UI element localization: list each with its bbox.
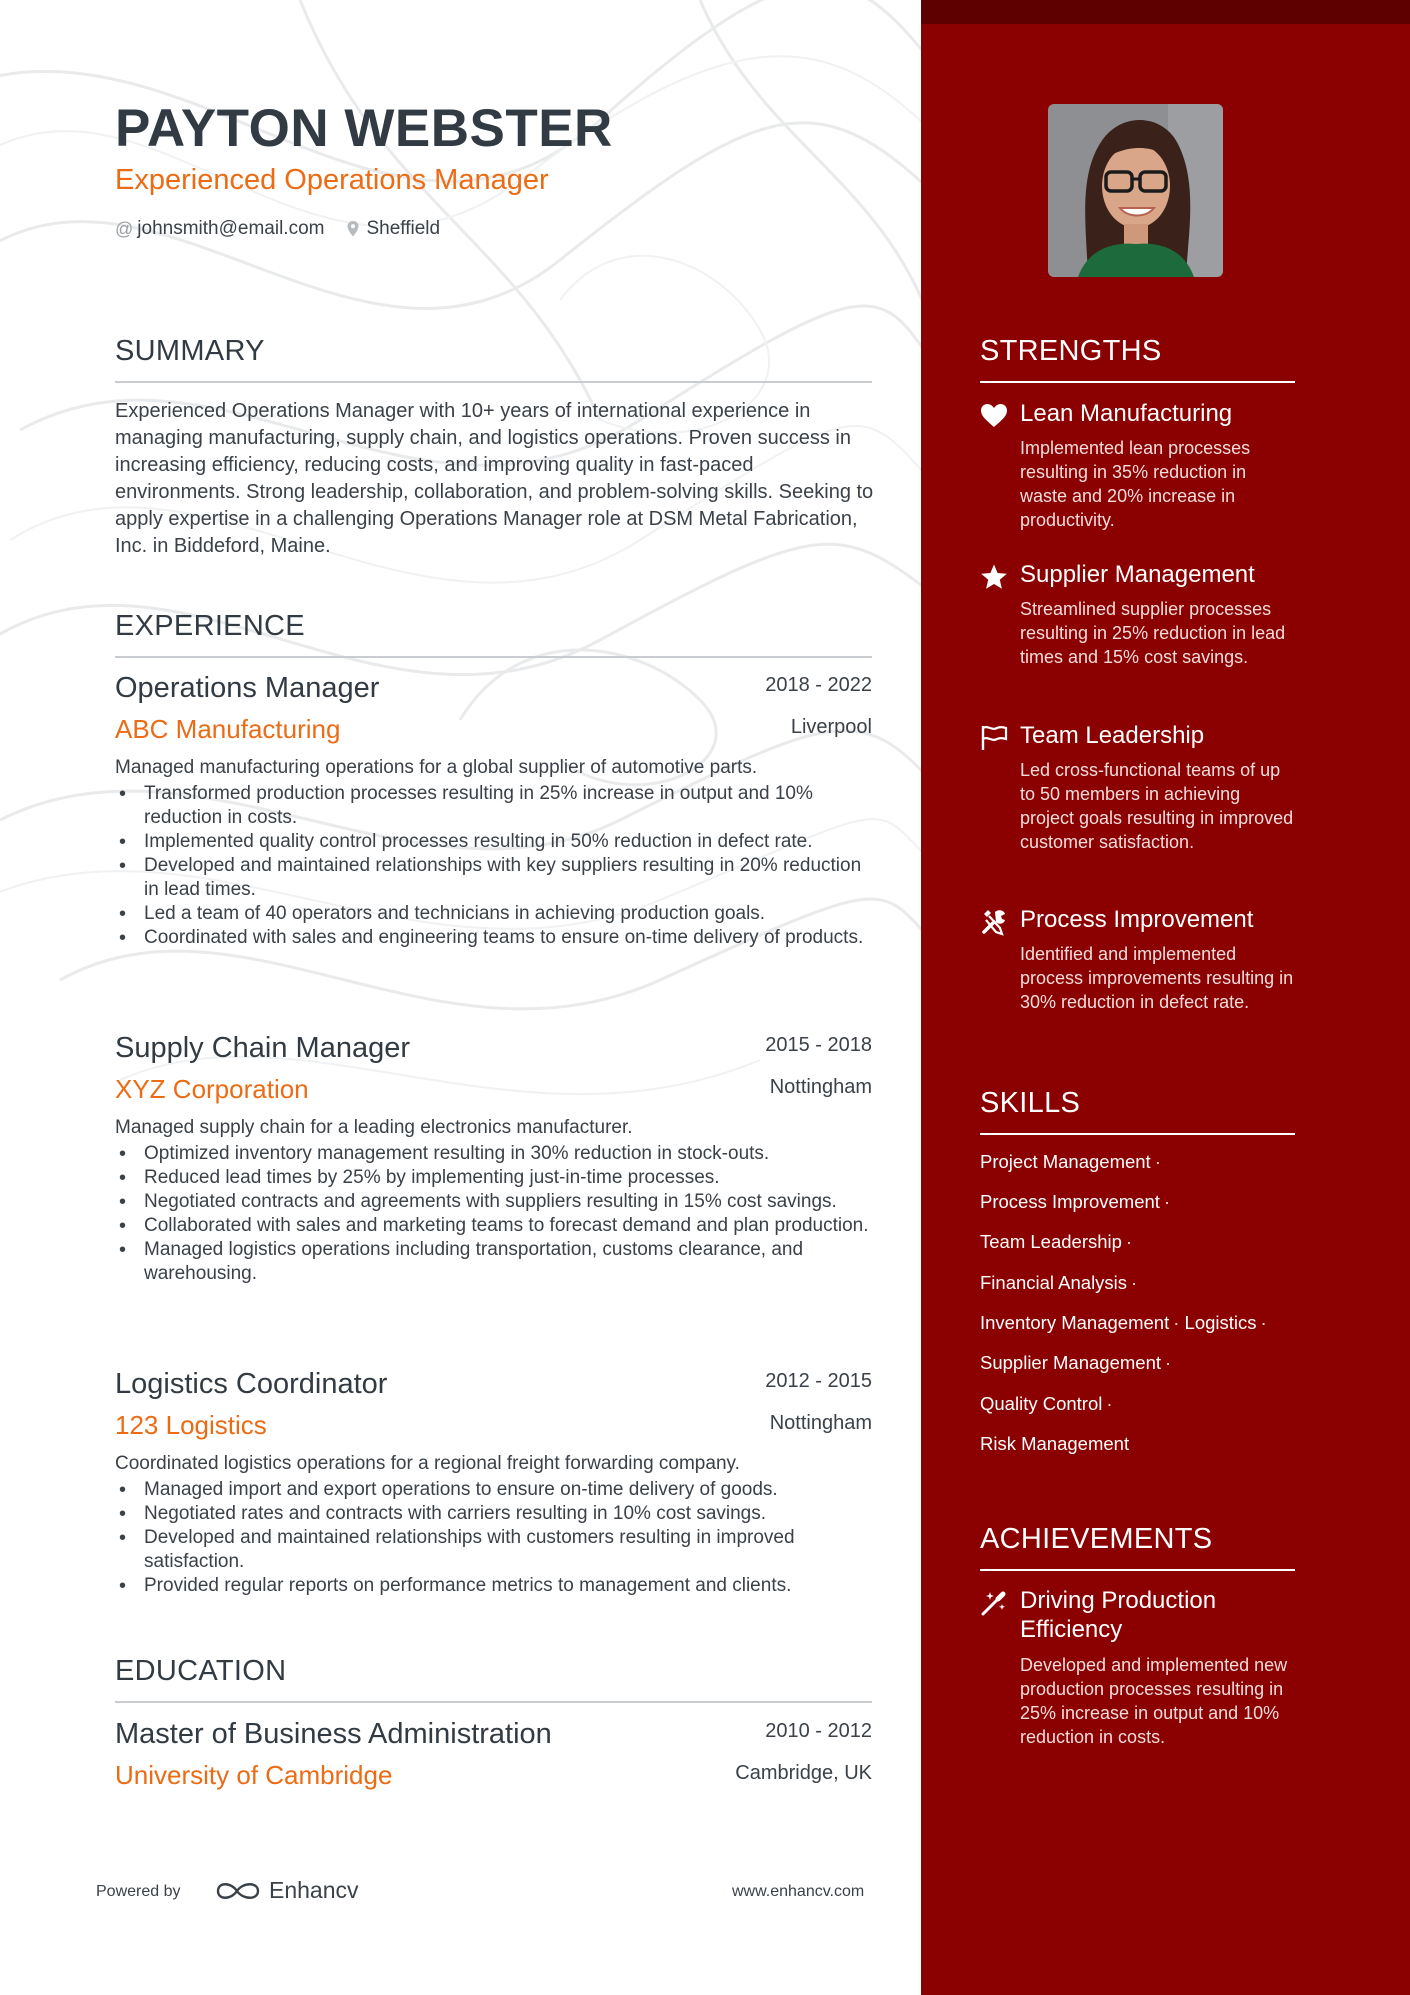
- job-title: Supply Chain Manager: [115, 1032, 411, 1064]
- job-company: XYZ Corporation: [115, 1074, 309, 1104]
- job-bullet: • Managed logistics operations including transportation, customs clearance, and warehousing.: [115, 1238, 872, 1286]
- skill-item: [980, 1191, 1170, 1213]
- tools-icon: [980, 908, 1008, 936]
- skill-item: [980, 1231, 1132, 1253]
- school-name: University of Cambridge: [115, 1760, 393, 1790]
- experience-heading: EXPERIENCE: [115, 610, 305, 642]
- skill-separator: ·: [1154, 1151, 1161, 1172]
- location-text: Sheffield: [366, 218, 441, 239]
- strength-item: [980, 905, 1300, 1045]
- skill-label: Logistics: [1184, 1312, 1257, 1333]
- candidate-name: PAYTON WEBSTER: [115, 99, 613, 158]
- skills-divider: [980, 1133, 1295, 1135]
- sidebar-top-bar: [921, 0, 1410, 24]
- job-location: Nottingham: [769, 1076, 872, 1098]
- degree-title: Master of Business Administration: [115, 1718, 552, 1750]
- strength-description: Led cross-functional teams of up to 50 members in achieving project goals resulting in improved customer satisfaction.: [1020, 760, 1294, 852]
- skill-label: Project Management: [980, 1151, 1151, 1172]
- skill-separator: ·: [1106, 1393, 1113, 1414]
- education-divider: [115, 1701, 872, 1703]
- job-bullet: • Transformed production processes resulting in 25% increase in output and 10% reduction in costs.: [115, 782, 872, 830]
- strength-description: Identified and implemented process improvements resulting in 30% reduction in defect rate.: [1020, 944, 1294, 1012]
- job-location: Liverpool: [790, 716, 872, 738]
- achievement-item: [980, 1586, 1300, 1776]
- skill-item: [980, 1393, 1113, 1415]
- candidate-role: Experienced Operations Manager: [115, 164, 549, 196]
- profile-photo: [1048, 104, 1223, 277]
- profile-photo-illustration: [1048, 104, 1223, 277]
- education-heading: EDUCATION: [115, 1655, 287, 1687]
- website-link[interactable]: www.enhancv.com: [732, 1883, 865, 1900]
- experience-divider: [115, 656, 872, 658]
- at-icon: @: [115, 218, 134, 239]
- skill-label: Team Leadership: [980, 1231, 1122, 1252]
- job-dates: 2018 - 2022: [765, 674, 872, 696]
- strength-title: Lean Manufacturing: [1020, 400, 1233, 427]
- strength-title: Team Leadership: [1020, 722, 1205, 749]
- skill-item: [980, 1272, 1137, 1294]
- job-bullet: • Developed and maintained relationships with customers resulting in improved satisfaction.: [115, 1526, 872, 1574]
- summary-divider: [115, 381, 872, 383]
- job-bullet: • Reduced lead times by 25% by implementing just-in-time processes.: [115, 1166, 872, 1190]
- job-description: Coordinated logistics operations for a regional freight forwarding company.: [115, 1453, 740, 1474]
- education-dates: 2010 - 2012: [765, 1720, 872, 1742]
- strength-description: Streamlined supplier processes resulting in 25% reduction in lead times and 15% cost savings.: [1020, 599, 1286, 667]
- skill-separator: ·: [1131, 1272, 1138, 1293]
- skill-label: Inventory Management: [980, 1312, 1170, 1333]
- job-bullet: • Managed import and export operations to ensure on-time delivery of goods.: [115, 1478, 872, 1502]
- enhancv-logo-icon: [215, 1880, 261, 1902]
- skill-label: Process Improvement: [980, 1191, 1160, 1212]
- strength-item: [980, 399, 1300, 539]
- job-entry: [115, 672, 872, 1012]
- skill-separator: ·: [1163, 1191, 1171, 1212]
- skill-item: [980, 1352, 1171, 1374]
- strengths-heading: STRENGTHS: [980, 335, 1162, 367]
- job-company: 123 Logistics: [115, 1410, 267, 1440]
- flag-icon: [980, 724, 1008, 752]
- job-bullet: • Optimized inventory management resulting in 30% reduction in stock-outs.: [115, 1142, 872, 1166]
- job-bullet: • Implemented quality control processes resulting in 50% reduction in defect rate.: [115, 830, 872, 854]
- strength-item: [980, 721, 1300, 886]
- summary-heading: SUMMARY: [115, 335, 265, 367]
- skill-item: [980, 1312, 1267, 1334]
- enhancv-logo[interactable]: [215, 1877, 359, 1904]
- strength-description: Implemented lean processes resulting in 35% reduction in waste and 20% increase in productivity.: [1020, 438, 1251, 530]
- achievements-heading: ACHIEVEMENTS: [980, 1523, 1213, 1555]
- location-item: [346, 218, 440, 240]
- job-bullet-list: [115, 782, 872, 950]
- star-icon: [980, 563, 1008, 591]
- job-company: ABC Manufacturing: [115, 714, 341, 744]
- job-description: Managed supply chain for a leading electronics manufacturer.: [115, 1117, 633, 1138]
- job-bullet: • Provided regular reports on performance metrics to management and clients.: [115, 1574, 872, 1598]
- achievement-title: Driving Production Efficiency: [1020, 1587, 1217, 1643]
- job-dates: 2012 - 2015: [765, 1370, 872, 1392]
- location-pin-icon: [346, 220, 360, 238]
- strengths-divider: [980, 381, 1295, 383]
- enhancv-wordmark: Enhancv: [269, 1877, 359, 1903]
- strength-title: Supplier Management: [1020, 561, 1255, 588]
- skill-label: Risk Management: [980, 1433, 1130, 1454]
- job-bullet: • Developed and maintained relationships with key suppliers resulting in 20% reduction in lead times.: [115, 854, 872, 902]
- summary-text: Experienced Operations Manager with 10+ years of international experience in managing manufacturing, supply chain, and logistics operations. Proven success in increasing efficiency, reducing costs, and improving quality in fast-paced environments. Strong leadership, collaboration, and problem-solving skills. Seeking to apply expertise in a challenging Operations Manager role at DSM Metal Fabrication, Inc. in Biddeford, Maine.: [115, 400, 874, 557]
- skill-label: Supplier Management: [980, 1352, 1161, 1373]
- job-title: Logistics Coordinator: [115, 1368, 388, 1400]
- job-bullet: • Collaborated with sales and marketing teams to forecast demand and plan production.: [115, 1214, 872, 1238]
- job-dates: 2015 - 2018: [765, 1034, 872, 1056]
- magic-wand-icon: [980, 1589, 1008, 1617]
- job-entry: [115, 1032, 872, 1352]
- powered-by-label: Powered by: [96, 1883, 181, 1900]
- email-link[interactable]: johnsmith@email.com: [137, 218, 325, 239]
- strength-title: Process Improvement: [1020, 906, 1254, 933]
- achievement-description: Developed and implemented new production processes resulting in 25% increase in output and 10% reduction in costs.: [1020, 1655, 1288, 1747]
- job-description: Managed manufacturing operations for a global supplier of automotive parts.: [115, 757, 758, 778]
- skill-separator: ·: [1165, 1352, 1172, 1373]
- skills-heading: SKILLS: [980, 1087, 1081, 1119]
- skill-item: [980, 1151, 1161, 1173]
- job-bullet: • Negotiated contracts and agreements with suppliers resulting in 15% cost savings.: [115, 1190, 872, 1214]
- skill-separator: ·: [1260, 1312, 1267, 1333]
- skill-label: Quality Control: [980, 1393, 1103, 1414]
- job-bullet-list: [115, 1478, 872, 1598]
- achievements-divider: [980, 1569, 1295, 1571]
- job-title: Operations Manager: [115, 672, 380, 704]
- job-bullet: • Led a team of 40 operators and technicians in achieving production goals.: [115, 902, 872, 926]
- skill-separator: ·: [1125, 1231, 1133, 1252]
- job-bullet-list: [115, 1142, 872, 1286]
- job-location: Nottingham: [769, 1412, 872, 1434]
- education-location: Cambridge, UK: [735, 1762, 872, 1784]
- skill-item: [980, 1433, 1129, 1455]
- job-entry: [115, 1368, 872, 1618]
- contact-row: [115, 218, 440, 240]
- education-entry: [115, 1718, 872, 1818]
- job-bullet: • Negotiated rates and contracts with carriers resulting in 10% cost savings.: [115, 1502, 872, 1526]
- strength-item: [980, 560, 1300, 700]
- skill-label: Financial Analysis: [980, 1272, 1128, 1293]
- job-bullet: • Coordinated with sales and engineering teams to ensure on-time delivery of products.: [115, 926, 872, 950]
- skill-separator: ·: [1173, 1312, 1180, 1333]
- heart-icon: [980, 402, 1008, 430]
